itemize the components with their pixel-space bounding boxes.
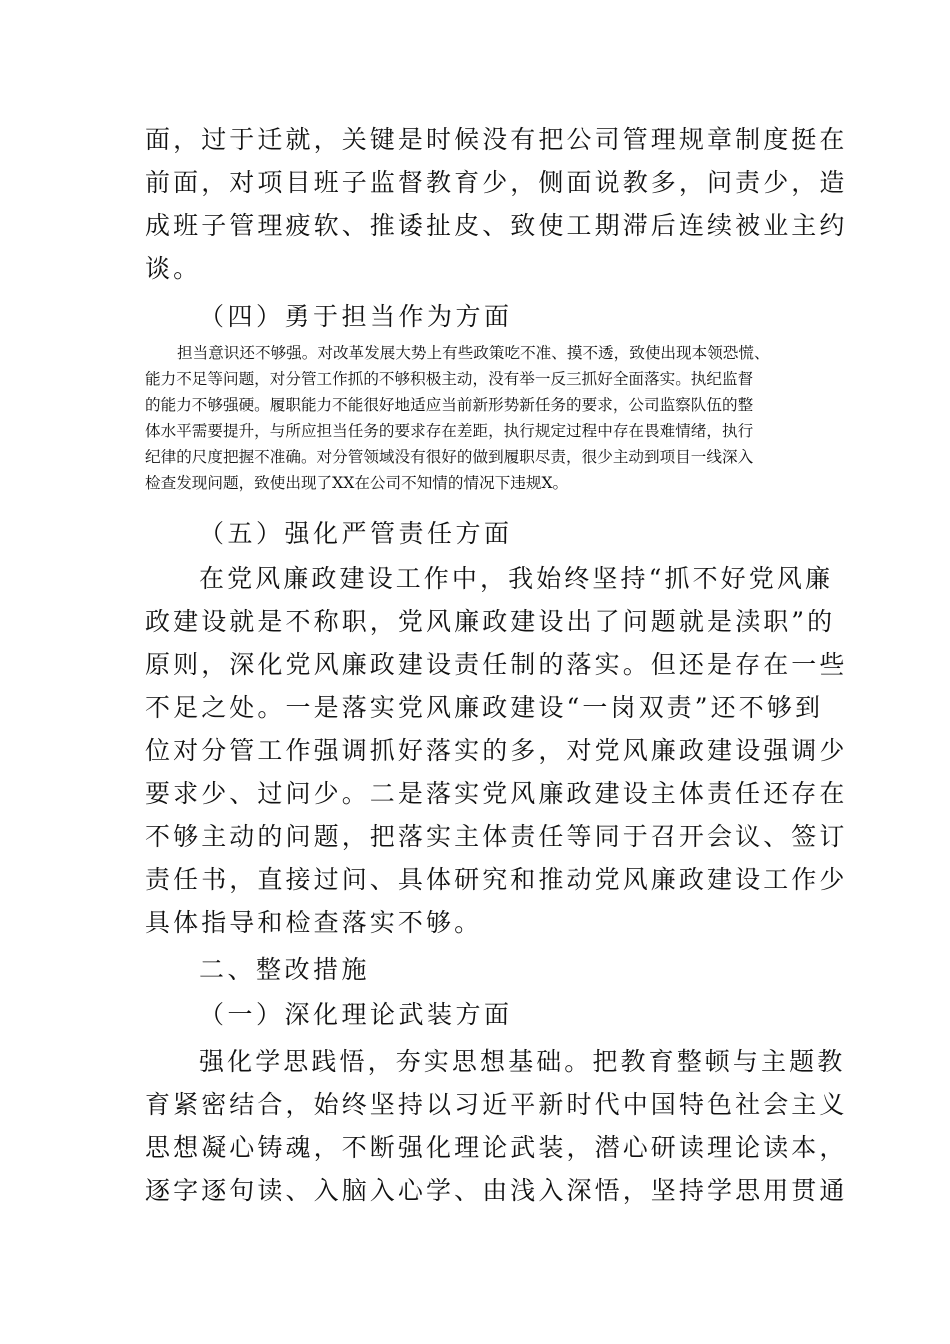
paragraph-line: 思想凝心铸魂，不断强化理论武装，潜心研读理论读本， [145, 1133, 848, 1162]
paragraph-line: 政建设就是不称职，党风廉政建设出了问题就是渎职”的 [145, 607, 836, 636]
paragraph-line: 不足之处。一是落实党风廉政建设“一岗双责”还不够到 [145, 693, 824, 722]
small-paragraph-line: 担当意识还不够强。对改革发展大势上有些政策吃不准、摸不透，致使出现本领恐慌、 [177, 344, 770, 362]
paragraph-line: 成班子管理疲软、推诿扯皮、致使工期滞后连续被业主约 [145, 211, 848, 240]
section-heading-5: （五）强化严管责任方面 [199, 519, 513, 548]
paragraph-line: 强化学思践悟，夯实思想基础。把教育整顿与主题教 [199, 1047, 846, 1076]
paragraph-line: 育紧密结合，始终坚持以习近平新时代中国特色社会主义 [145, 1090, 848, 1119]
paragraph-line: 逐字逐句读、入脑入心学、由浅入深悟，坚持学思用贯通 [145, 1176, 848, 1205]
paragraph-line: 谈。 [145, 254, 202, 283]
small-paragraph-line: 体水平需要提升，与所应担当任务的要求存在差距，执行规定过程中存在畏难情绪，执行 [145, 422, 754, 440]
section-heading-4: （四）勇于担当作为方面 [199, 302, 513, 331]
part-heading-2: 二、整改措施 [199, 955, 371, 984]
paragraph-line: 责任书，直接过问、具体研究和推动党风廉政建设工作少 [145, 865, 848, 894]
paragraph-line: 要求少、过问少。二是落实党风廉政建设主体责任还存在 [145, 779, 848, 808]
small-paragraph-line: 的能力不够强硬。履职能力不能很好地适应当前新形势新任务的要求，公司监察队伍的整 [145, 396, 754, 414]
paragraph-line: 位对分管工作强调抓好落实的多，对党风廉政建设强调少 [145, 736, 848, 765]
paragraph-line: 不够主动的问题，把落实主体责任等同于召开会议、签订 [145, 822, 848, 851]
paragraph-line: 面，过于迁就，关键是时候没有把公司管理规章制度挺在 [145, 125, 848, 154]
subsection-heading-1: （一）深化理论武装方面 [199, 1000, 513, 1029]
small-paragraph-line: 能力不足等问题，对分管工作抓的不够积极主动，没有举一反三抓好全面落实。执纪监督 [145, 370, 754, 388]
paragraph-line: 在党风廉政建设工作中，我始终坚持“抓不好党风廉 [199, 564, 834, 593]
paragraph-line: 前面，对项目班子监督教育少，侧面说教多，问责少，造 [145, 168, 848, 197]
paragraph-line: 具体指导和检查落实不够。 [145, 908, 483, 937]
paragraph-line: 原则，深化党风廉政建设责任制的落实。但还是存在一些 [145, 650, 848, 679]
small-paragraph-line: 纪律的尺度把握不准确。对分管领域没有很好的做到履职尽责，很少主动到项目一线深入 [145, 448, 754, 466]
small-paragraph-line: 检查发现问题，致使出现了XX在公司不知情的情况下违规X。 [145, 474, 569, 492]
